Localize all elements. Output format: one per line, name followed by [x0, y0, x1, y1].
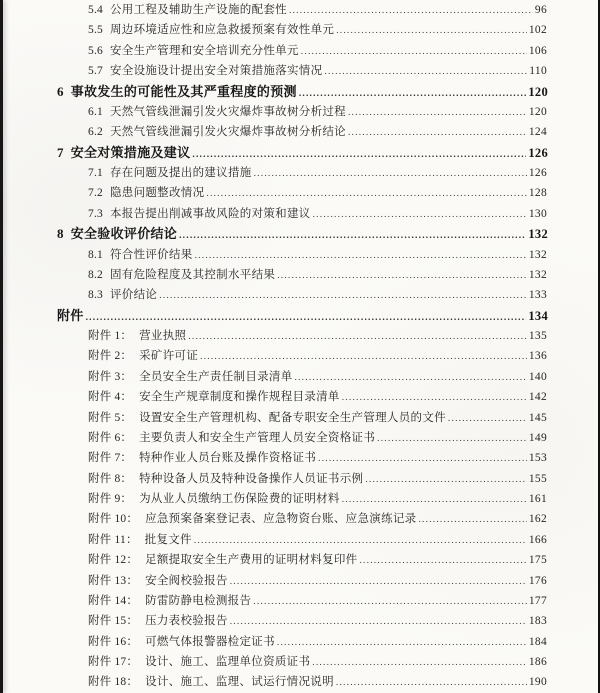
toc-entry-page: 176: [528, 574, 547, 587]
toc-entry-number: 6.2: [88, 126, 103, 139]
toc-dot-leader: [324, 62, 527, 82]
toc-entry-page: 120: [528, 84, 548, 99]
toc-entry-number: 附件 14：: [88, 594, 139, 607]
toc-entry-page: 177: [528, 594, 547, 607]
toc-entry: [0, 183, 600, 203]
toc-entry: [0, 285, 600, 305]
toc-entry-title: 评价结论: [109, 289, 158, 302]
toc-entry-title: 天然气管线泄漏引发火灾爆炸事故树分析过程: [109, 105, 346, 118]
toc-entry-number: 附件 6：: [88, 431, 133, 444]
toc-entry-number: 附件 10：: [88, 513, 139, 526]
toc-entry-number: 附件 5：: [88, 411, 133, 424]
toc-entry-title: 批复文件: [144, 533, 192, 546]
toc-entry-page: 149: [528, 431, 547, 444]
toc-entry-number: 7: [57, 144, 64, 160]
toc-entry-number: 7.2: [88, 187, 103, 200]
toc-dot-leader: [318, 449, 527, 469]
toc-entry-page: 184: [528, 635, 547, 648]
toc-entry: [0, 672, 600, 692]
toc-entry-page: 126: [528, 145, 548, 160]
toc-entry-title: 符合性评价结果: [109, 248, 193, 261]
toc-entry-page: 96: [534, 4, 547, 16]
toc-entry-page: 130: [528, 207, 547, 220]
toc-entry-title: 特种作业人员台账及操作资格证书: [139, 452, 317, 465]
toc-entry-title: 安全设施设计提出安全对策措施落实情况: [109, 65, 323, 78]
toc-dot-leader: [377, 429, 527, 449]
toc-dot-leader: [336, 21, 527, 41]
toc-entry-page: 133: [528, 289, 547, 302]
toc-entry-number: 5.6: [88, 44, 103, 57]
toc-entry-page: 120: [528, 105, 547, 118]
toc-dot-leader: [159, 286, 527, 306]
toc-entry-title: 主要负责人和安全生产管理人员安全资格证书: [139, 431, 376, 444]
toc-dot-leader: [348, 103, 527, 123]
toc-entry-page: 190: [528, 676, 547, 689]
toc-entry-number: 附件 13：: [88, 574, 139, 587]
toc-entry-title: 本报告提出削减事故风险的对策和建议: [109, 207, 311, 220]
toc-entry-page: 102: [528, 24, 547, 37]
toc-dot-leader: [301, 42, 527, 62]
toc-entry: [0, 652, 600, 672]
toc-entry-page: 126: [528, 167, 547, 179]
toc-entry-number: 附件 7：: [88, 452, 133, 465]
toc-entry-title: 防雷防静电检测报告: [145, 594, 252, 607]
toc-entry-page: 155: [528, 472, 547, 485]
toc-dot-leader: [295, 368, 527, 388]
toc-entry: [0, 41, 600, 61]
toc-entry-number: 附件 16：: [88, 635, 139, 648]
toc-entry-number: 6.1: [88, 105, 103, 118]
toc-dot-leader: [195, 246, 527, 266]
toc-dot-leader: [254, 164, 527, 184]
toc-entry-title: 安全阀校验报告: [145, 574, 228, 587]
toc-entry: [0, 163, 600, 183]
toc-dot-leader: [86, 308, 527, 328]
toc-dot-leader: [277, 266, 527, 286]
toc-entry: [0, 20, 600, 40]
toc-dot-leader: [448, 409, 527, 429]
toc-entry-page: 124: [528, 126, 547, 139]
toc-entry-number: 附件 3：: [88, 370, 133, 383]
toc-dot-leader: [289, 1, 533, 21]
toc-entry: [0, 306, 600, 326]
toc-entry: [0, 82, 600, 102]
toc-entry-number: 附件 17：: [88, 656, 139, 668]
toc-entry-title: 设置安全生产管理机构、配备专职安全生产管理人员的文件: [139, 411, 446, 424]
toc-dot-leader: [313, 205, 527, 225]
toc-entry-number: 8.1: [88, 248, 103, 261]
toc-entry-number: 附件 9：: [88, 493, 133, 505]
toc-entry: [0, 204, 600, 224]
toc-entry: [0, 571, 600, 591]
toc-entry: [0, 122, 600, 142]
toc-entry-number: 附件 4：: [88, 391, 133, 404]
toc-dot-leader: [230, 572, 527, 592]
toc-entry-title: 周边环境适应性和应急救援预案有效性单元: [109, 24, 335, 37]
toc-dot-leader: [418, 510, 526, 530]
toc-entry: [0, 408, 600, 428]
toc-entry: [0, 387, 600, 407]
toc-dot-leader: [188, 327, 527, 347]
toc-entry-number: 附件 18：: [88, 676, 139, 689]
toc-dot-leader: [179, 226, 526, 246]
toc-entry-title: 设计、施工、监理单位资质证书: [145, 656, 311, 668]
toc-entry: [0, 102, 600, 122]
toc-dot-leader: [336, 673, 527, 693]
toc-entry-number: 6: [57, 83, 64, 99]
toc-entry-number: 附件 12：: [88, 554, 139, 567]
toc-entry-title: 存在问题及提出的建议措施: [109, 167, 252, 179]
toc-entry-title: 可燃气体报警器检定证书: [145, 635, 275, 648]
toc-entry-title: 天然气管线泄漏引发火灾爆炸事故树分析结论: [109, 126, 346, 139]
toc-dot-leader: [299, 84, 527, 104]
toc-entry-title: 事故发生的可能性及其严重程度的预测: [70, 83, 297, 99]
toc-entry: [0, 346, 600, 366]
toc-entry-title: 安全验收评价结论: [70, 226, 178, 242]
toc-dot-leader: [194, 531, 527, 551]
toc-dot-leader: [253, 592, 527, 612]
toc-entry-page: 186: [528, 656, 547, 668]
toc-entry: [0, 428, 600, 448]
toc-dot-leader: [192, 145, 526, 165]
toc-dot-leader: [359, 551, 526, 571]
toc-entry-title: 营业执照: [139, 330, 187, 342]
toc-entry: [0, 224, 600, 244]
toc-entry-page: 183: [528, 615, 547, 628]
toc-entry-page: 132: [528, 227, 548, 242]
toc-entry-page: 153: [528, 452, 547, 465]
toc-entry-number: 8.3: [88, 289, 103, 302]
toc-entry-page: 142: [528, 391, 547, 404]
toc-entry-number: 5.5: [88, 24, 103, 37]
toc-entry-title: 应急预案备案登记表、应急物资台账、应急演练记录: [145, 513, 417, 526]
toc-entry-title: 安全生产规章制度和操作规程目录清单: [139, 391, 340, 404]
toc-dot-leader: [342, 490, 527, 510]
toc-entry: [0, 591, 600, 611]
toc-entry: [0, 367, 600, 387]
toc-entry-number: 附件 15：: [88, 615, 139, 628]
toc-entry-page: 106: [528, 44, 547, 57]
toc-entry: [0, 265, 600, 285]
toc-entry-title: 安全生产管理和安全培训充分性单元: [109, 44, 299, 57]
toc-dot-leader: [312, 653, 527, 673]
toc-entry-number: 附件 8：: [88, 472, 133, 485]
toc-entry-title: 足额提取安全生产费用的证明材料复印件: [145, 554, 358, 567]
toc-entry-title: 特种设备人员及特种设备操作人员证书示例: [139, 472, 364, 485]
toc-dot-leader: [365, 470, 527, 490]
toc-entry-page: 135: [528, 330, 547, 342]
toc-entry-page: 128: [528, 187, 547, 200]
toc-entry-title: 固有危险程度及其控制水平结果: [109, 268, 276, 281]
toc-entry: [0, 530, 600, 550]
toc-entry-title: 安全对策措施及建议: [70, 144, 191, 160]
toc-entry-page: 166: [528, 533, 547, 546]
toc-entry-title: 全员安全生产责任制目录清单: [139, 370, 293, 383]
toc-entry-number: 7.1: [88, 167, 103, 179]
toc-dot-leader: [206, 184, 526, 204]
toc-dot-leader: [200, 347, 527, 367]
toc-entry-number: 7.3: [88, 207, 103, 220]
toc-entry: [0, 550, 600, 570]
toc-entry-number: 5.7: [88, 65, 103, 78]
toc-entry-title: 压力表校验报告: [145, 615, 228, 628]
toc-entry-page: 132: [528, 248, 547, 261]
toc-entry: [0, 509, 600, 529]
toc-entry-title: 隐患问题整改情况: [109, 187, 205, 200]
toc-entry-page: 132: [528, 268, 547, 281]
toc-entry-number: 附件 2：: [88, 350, 133, 363]
toc-entry-number: 8: [57, 226, 64, 242]
toc-entry: [0, 143, 600, 163]
toc-entry-number: 附件 11：: [88, 533, 138, 546]
toc-entry: [0, 611, 600, 631]
toc-entry: [0, 469, 600, 489]
toc-entry-page: 145: [528, 411, 547, 424]
toc-entry-title: 公用工程及辅助生产设施的配套性: [109, 4, 287, 16]
toc-entry-page: 110: [529, 65, 547, 78]
toc-entry-number: 附件 1：: [88, 330, 133, 342]
toc-entry: [0, 489, 600, 509]
toc-entry: [0, 0, 600, 20]
toc-entry-title: 设计、施工、监理、试运行情况说明: [145, 676, 334, 689]
toc-entry: [0, 448, 600, 468]
toc-entry-page: 134: [528, 308, 548, 323]
toc-entry-page: 175: [528, 554, 547, 567]
toc-dot-leader: [348, 123, 527, 143]
toc-dot-leader: [277, 633, 527, 653]
toc-entry-title: 为从业人员缴纳工伤保险费的证明材料: [139, 493, 340, 505]
toc-entry: [0, 61, 600, 81]
toc-dot-leader: [230, 612, 527, 632]
toc-entry-page: 161: [528, 493, 547, 505]
toc-entry-page: 136: [528, 350, 547, 363]
toc-entry-title: 采矿许可证: [139, 350, 199, 363]
toc-entry: [0, 632, 600, 652]
toc-entry-number: 5.4: [88, 4, 103, 16]
toc-entry-page: 140: [528, 370, 547, 383]
toc-dot-leader: [342, 388, 527, 408]
toc-entry-title: 附件: [57, 307, 84, 323]
toc-entry: [0, 326, 600, 346]
toc-entry-number: 8.2: [88, 268, 103, 281]
toc-entry-page: 162: [528, 513, 547, 526]
toc-entry: [0, 245, 600, 265]
